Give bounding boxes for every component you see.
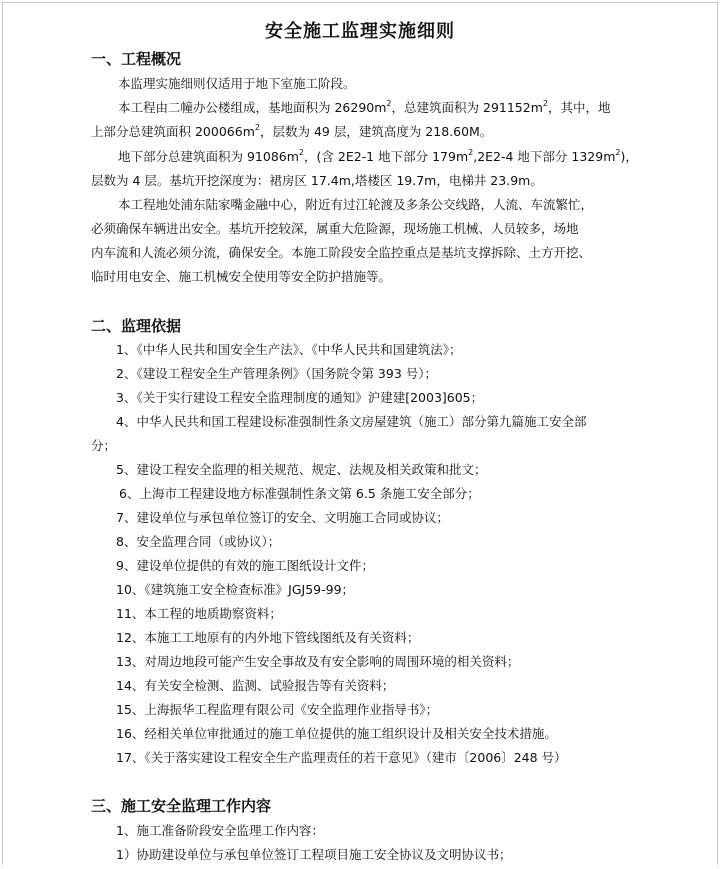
list-item: 15、上海振华工程监理有限公司《安全监理作业指导书》； bbox=[116, 702, 439, 717]
paragraph-line: 本监理实施细则仅适用于地下室施工阶段。 bbox=[118, 76, 356, 91]
list-item: 6、上海市工程建设地方标准强制性条文第 6.5 条施工安全部分； bbox=[119, 486, 480, 501]
list-item: 12、本施工工地原有的内外地下管线图纸及有关资料； bbox=[116, 630, 420, 645]
paragraph-line: 1、施工准备阶段安全监理工作内容： bbox=[116, 823, 324, 838]
document-title: 安全施工监理实施细则 bbox=[265, 21, 455, 42]
list-item: 5、建设工程安全监理的相关规范、规定、法规及相关政策和批文； bbox=[116, 462, 487, 477]
list-item: 13、对周边地段可能产生安全事故及有安全影响的周围环境的相关资料； bbox=[116, 654, 520, 669]
section-heading-work-content: 三、施工安全监理工作内容 bbox=[91, 797, 272, 815]
paragraph-line: 内车流和人流必须分流，确保安全。本施工阶段安全监控重点是基坑支撑拆除、土方开挖、 bbox=[91, 245, 592, 260]
list-item: 7、建设单位与承包单位签订的安全、文明施工合同或协议； bbox=[116, 510, 449, 525]
document-page bbox=[2, 2, 718, 865]
paragraph-line: 层数为 4 层。基坑开挖深度为：裙房区 17.4m,塔楼区 19.7m，电梯井 23.9m。 bbox=[91, 173, 543, 188]
paragraph-line: 上部分总建筑面积 $200066m^2$，层数为 49 层，建筑高度为 218.60M。 bbox=[91, 123, 493, 139]
list-item: 11、本工程的地质勘察资料； bbox=[116, 606, 282, 621]
paragraph-line: 本工程地处浦东陆家嘴金融中心，附近有过江轮渡及多条公交线路，人流、车流繁忙， bbox=[118, 197, 594, 212]
list-item: 9、建设单位提供的有效的施工图纸设计文件； bbox=[116, 558, 374, 573]
list-item: 10、《建筑施工安全检查标准》JGJ59-99； bbox=[116, 582, 355, 597]
paragraph-line: 1）协助建设单位与承包单位签订工程项目施工安全协议及文明协议书； bbox=[116, 847, 512, 862]
list-item: 8、安全监理合同（或协议）； bbox=[116, 534, 281, 549]
paragraph-line: 地下部分总建筑面积为 $91086m^2$，(含 2E2-1 地下部分 $179m^2,2E2-4$ 地下部分 $1329m^2$)， bbox=[118, 148, 638, 164]
section-heading-basis: 二、监理依据 bbox=[91, 317, 182, 335]
section-heading-overview: 一、工程概况 bbox=[91, 50, 182, 68]
list-item: 1、《中华人民共和国安全生产法》、《中华人民共和国建筑法》； bbox=[116, 342, 462, 357]
list-item: 4、中华人民共和国工程建设标准强制性条文房屋建筑（施工）部分第九篇施工安全部 bbox=[116, 414, 587, 429]
paragraph-line: 临时用电安全、施工机械安全使用等安全防护措施等。 bbox=[91, 269, 392, 284]
list-item: 2、《建设工程安全生产管理条例》（国务院令第 393 号）； bbox=[116, 366, 438, 381]
list-item: 16、经相关单位审批通过的施工单位提供的施工组织设计及相关安全技术措施。 bbox=[116, 726, 557, 741]
list-item: 3、《关于实行建设工程安全监理制度的通知》沪建建[2003]605； bbox=[116, 390, 484, 405]
paragraph-line: 本工程由二幢办公楼组成，基地面积为 $26290m^2$，总建筑面积为 $291152m^2$，其中，地 bbox=[118, 99, 611, 115]
list-item-continuation: 分； bbox=[91, 438, 117, 453]
paragraph-line: 必须确保车辆进出安全。基坑开挖较深，属重大危险源，现场施工机械、人员较多，场地 bbox=[91, 221, 579, 236]
list-item: 14、有关安全检测、监测、试验报告等有关资料； bbox=[116, 678, 395, 693]
list-item: 17、《关于落实建设工程安全生产监理责任的若干意见》（建市〔2006〕248 号） bbox=[116, 750, 567, 765]
